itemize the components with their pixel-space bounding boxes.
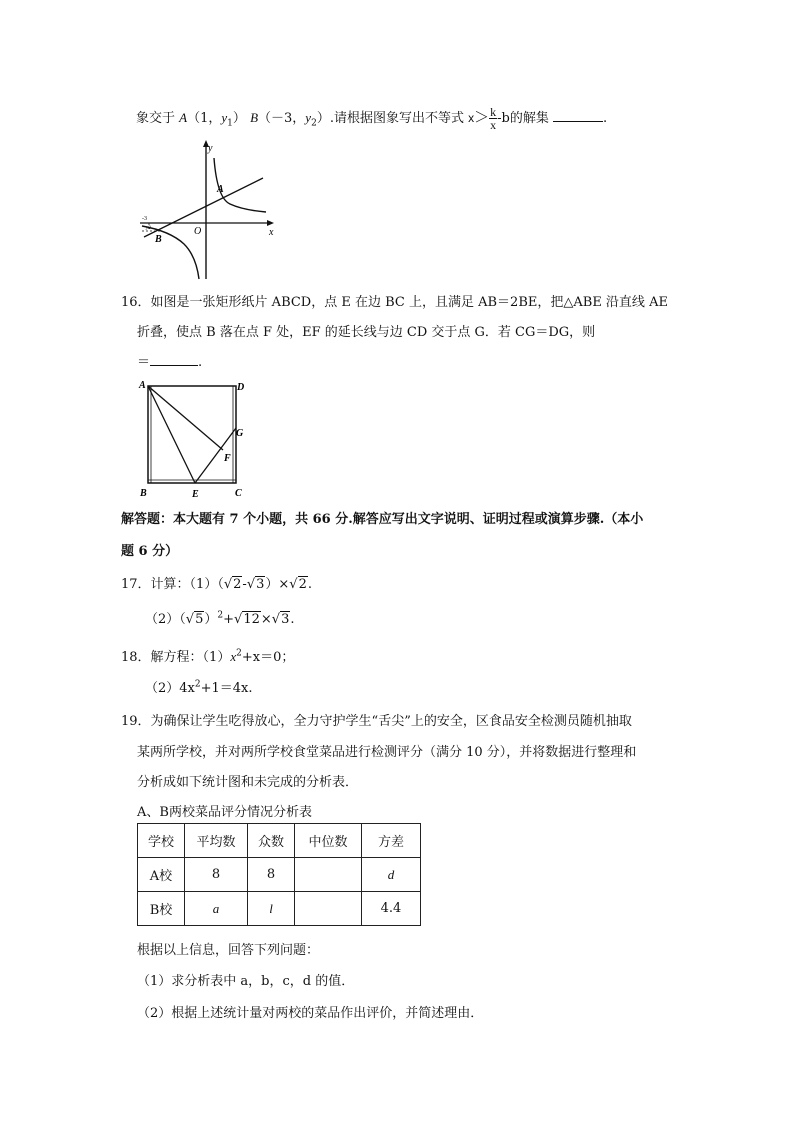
q15-answer-blank[interactable]	[553, 109, 603, 122]
table-cell: l	[248, 892, 295, 926]
q15-y2: y	[305, 110, 312, 125]
table-row	[138, 858, 421, 892]
graph-y-label: y	[208, 143, 213, 154]
q17-radicand-3b: 3	[281, 612, 290, 627]
q18-part-1	[121, 646, 294, 665]
table-cell-blank[interactable]	[295, 892, 362, 926]
label-e: E	[192, 489, 199, 500]
q17-minus: -	[242, 577, 247, 592]
section-header-line-1: 解答题：本大题有 7 个小题，共 66 分.解答应写出文字说明、证明过程或演算步骤.（本小	[121, 512, 644, 527]
sqrt-icon: √	[289, 577, 298, 592]
label-c: C	[235, 488, 242, 499]
table-cell: d	[362, 858, 421, 892]
q15-fraction	[489, 106, 497, 131]
q17-radicand-2b: 2	[298, 577, 307, 592]
q17-p2-label: （2）（	[145, 612, 186, 627]
table-header-cell: 平均数	[185, 824, 248, 858]
q15-text-line	[136, 106, 607, 131]
q16-line-1: 16．如图是一张矩形纸片 ABCD，点 E 在边 BC 上，且满足 AB＝2BE，把△ABE 沿直线 AE	[121, 295, 668, 310]
x-axis-arrow-icon	[267, 220, 274, 226]
table-header-cell: 中位数	[295, 824, 362, 858]
table-row	[138, 892, 421, 926]
sqrt-icon: √	[271, 612, 281, 627]
q15-point-a-label: A	[179, 110, 188, 125]
q17-part-2	[145, 608, 294, 627]
q15-y1-sub: 1	[227, 118, 233, 129]
q18-eq1-sup: 2	[236, 648, 242, 659]
q15-y2-sub: 2	[311, 118, 317, 129]
q18-label: 18．解方程：（1）	[121, 650, 231, 665]
q17-times: ×	[260, 612, 272, 627]
q17-close: ）	[204, 612, 218, 627]
table-cell: a	[185, 892, 248, 926]
graph-x-label: x	[269, 227, 274, 238]
q17-radicand-5: 5	[195, 612, 204, 627]
table-cell: 8	[185, 858, 248, 892]
rectangle-abcd	[148, 386, 236, 483]
line-ae	[148, 386, 195, 483]
label-g: G	[236, 428, 244, 439]
q17-end2: .	[290, 612, 295, 627]
q17-radicand-2a: 2	[233, 577, 242, 592]
q17-square: 2	[217, 610, 224, 621]
q17-radicand-12: 12	[243, 612, 260, 627]
sqrt-icon: √	[246, 577, 256, 592]
q15-graph	[138, 138, 280, 280]
q15-point-b-label: B	[250, 110, 259, 125]
q17-mid: ）×	[265, 577, 290, 592]
table-header-cell: 众数	[248, 824, 295, 858]
analysis-table	[137, 823, 421, 926]
label-b: B	[140, 488, 147, 499]
q15-frac-num: k	[490, 105, 497, 119]
q18-eq1-rest: +x＝0；	[241, 650, 295, 665]
q18-p2: （2）4x	[145, 681, 195, 696]
q15-close2: ）	[316, 111, 330, 126]
line-af	[148, 386, 223, 450]
q16-answer-blank[interactable]	[150, 353, 198, 366]
graph-tick-x-label: -3	[142, 216, 147, 222]
graph-origin-label: O	[194, 226, 202, 237]
table-cell: A校	[138, 858, 185, 892]
q15-point-a-coords: （1，	[187, 111, 222, 126]
q19-after-table: 根据以上信息，回答下列问题：	[137, 943, 320, 958]
q18-eq2-rest: +1＝4x.	[200, 681, 253, 696]
sqrt-icon: √	[185, 612, 195, 627]
q17-end1: .	[307, 577, 313, 592]
q17-part-1	[121, 573, 312, 592]
q15-y1: y	[221, 110, 228, 125]
q16-rectangle-figure	[138, 376, 250, 500]
label-f: F	[224, 453, 231, 464]
q15-gt: ＞	[474, 108, 490, 126]
q16-end: .	[198, 355, 203, 370]
section-header-line-2: 题 6 分）	[121, 544, 179, 559]
q16-line-2: 折叠，使点 B 落在点 F 处，EF 的延长线与边 CD 交于点 G．若 CG＝DG，则	[137, 325, 596, 340]
q16-line-3	[137, 351, 202, 370]
q19-sub-question-1: （1）求分析表中 a，b，c，d 的值．	[137, 974, 355, 989]
q15-instruction: .请根据图象写出不等式	[329, 111, 464, 126]
q19-sub-question-2: （2）根据上述统计量对两校的菜品作出评价，并简述理由．	[137, 1006, 484, 1021]
q17-label: 17．计算：（1）（	[121, 577, 224, 592]
graph-point-b-label: B	[155, 234, 162, 245]
q19-line-1: 19．为确保让学生吃得放心，全力守护学生“舌尖”上的安全，区食品安全检测员随机抽取	[121, 714, 632, 729]
q17-radicand-3a: 3	[256, 577, 265, 592]
graph-point-a-label: A	[217, 184, 224, 195]
table-header-row	[138, 824, 421, 858]
q15-ineq-x: x	[468, 111, 475, 125]
q15-point-b-coords: （－3，	[258, 111, 306, 126]
sqrt-icon: √	[223, 577, 233, 592]
table-cell: 8	[248, 858, 295, 892]
q19-table-title: A、B两校菜品评分情况分析表	[137, 805, 312, 820]
q18-part-2	[145, 677, 253, 696]
table-cell: B校	[138, 892, 185, 926]
q17-plus: +	[223, 612, 235, 627]
sqrt-icon: √	[234, 612, 243, 627]
q15-close1: ）	[232, 111, 246, 126]
graph-tick-y-label: y2	[146, 226, 151, 231]
q16-equals: ＝	[137, 355, 151, 370]
label-a: A	[139, 380, 146, 391]
q15-line-start: 象交于	[136, 111, 176, 126]
q15-minus-b: -b的解集	[497, 111, 549, 126]
q19-line-2: 某两所学校，并对两所学校食堂菜品进行检测评分（满分 10 分），并将数据进行整理和	[137, 745, 637, 760]
q18-eq2-sup: 2	[194, 679, 201, 690]
q15-end: .	[602, 111, 608, 126]
q15-frac-den: x	[490, 118, 497, 132]
table-cell-blank[interactable]	[295, 858, 362, 892]
q18-eq1-x: x	[230, 649, 237, 664]
table-header-cell: 学校	[138, 824, 185, 858]
q19-line-3: 分析成如下统计图和未完成的分析表．	[137, 775, 359, 790]
table-cell: 4.4	[362, 892, 421, 926]
label-d: D	[237, 382, 245, 393]
table-header-cell: 方差	[362, 824, 421, 858]
linear-function-line	[144, 178, 263, 237]
